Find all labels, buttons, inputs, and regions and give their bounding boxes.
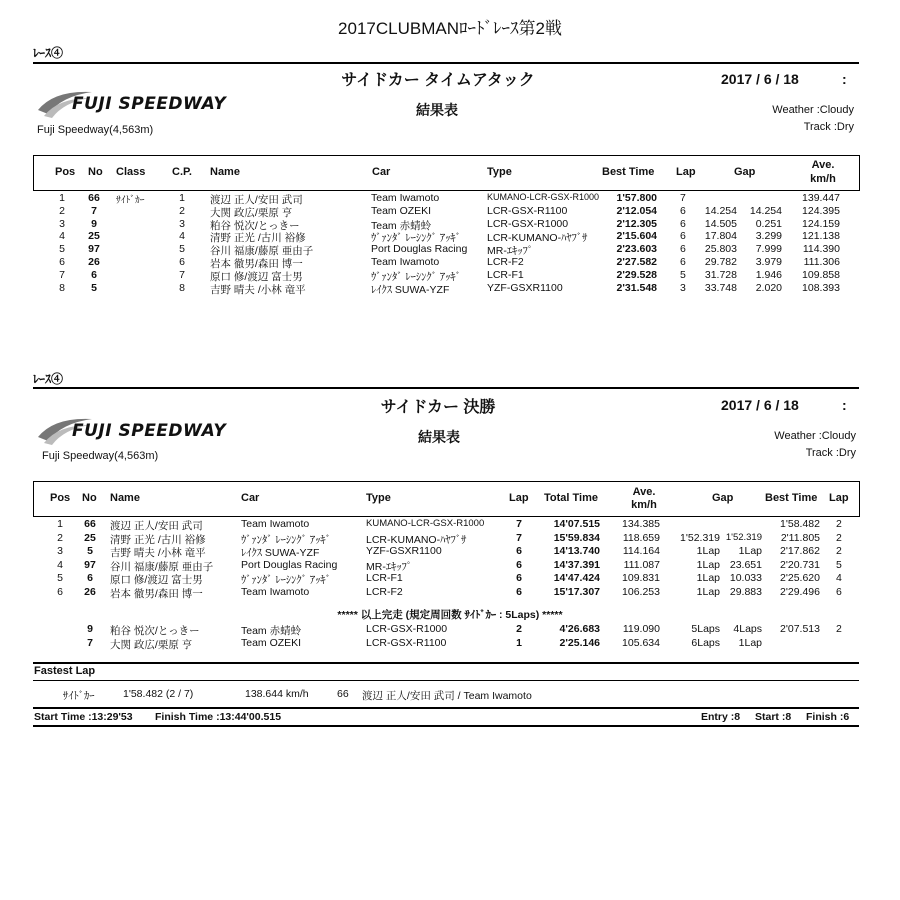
gap-leader-cell: 1'52.319 — [680, 531, 720, 544]
gap-prev-cell: 2.020 — [755, 281, 782, 294]
total-time-cell: 15'59.834 — [553, 531, 600, 544]
avg-speed-cell: 106.253 — [622, 586, 660, 598]
class-pos-cell: 2 — [179, 204, 185, 217]
fastest-lap-class: ｻｲﾄﾞｶｰ — [63, 690, 95, 702]
result-label: 結果表 — [416, 102, 458, 118]
col-car: Car — [372, 166, 391, 178]
col-lap: Lap — [676, 166, 696, 178]
total-time-cell: 4'26.683 — [559, 623, 600, 635]
gap-leader-cell: 1Lap — [696, 558, 720, 571]
car-number-cell: 6 — [87, 572, 93, 585]
divider — [33, 707, 859, 709]
best-time-cell: 2'31.548 — [616, 281, 657, 294]
col-class: Class — [116, 166, 146, 178]
divider — [33, 662, 859, 664]
team-cell: Team 赤蜻蛉 — [241, 625, 302, 637]
results-header — [33, 481, 860, 517]
col-no: No — [88, 166, 103, 178]
class-pos-cell: 1 — [179, 192, 185, 204]
gap-leader-cell: 14.254 — [704, 204, 737, 217]
gap-leader-cell: 29.782 — [704, 256, 737, 268]
class-pos-cell: 5 — [179, 243, 185, 256]
machine-type-cell: MR-ｴｷｯﾌﾟ — [487, 245, 534, 258]
car-number-cell: 66 — [84, 518, 96, 530]
pos-cell: 1 — [57, 518, 63, 530]
gap-prev-cell: 23.651 — [729, 558, 762, 571]
divider — [33, 680, 859, 681]
machine-type-cell: MR-ｴｷｯﾌﾟ — [366, 560, 413, 573]
driver-name-cell: 谷川 福康/藤原 亜由子 — [210, 245, 314, 258]
lap-cell: 6 — [680, 217, 686, 230]
driver-name-cell: 原口 修/渡辺 富士男 — [210, 270, 303, 283]
pos-cell: 5 — [57, 572, 63, 585]
pos-cell: 6 — [59, 256, 65, 268]
total-time-cell: 15'17.307 — [553, 586, 600, 598]
best-lap-cell: 2 — [836, 531, 842, 544]
pos-cell: 2 — [59, 204, 65, 217]
fastest-lap-no: 66 — [337, 688, 349, 700]
machine-type-cell: YZF-GSXR1100 — [487, 281, 563, 294]
car-number-cell: 66 — [88, 192, 100, 204]
gap-prev-cell: 3.299 — [755, 230, 782, 243]
driver-name-cell: 岩本 徹男/森田 博一 — [110, 588, 203, 600]
weather: Weather :Cloudy — [772, 104, 854, 116]
driver-name-cell: 吉野 晴夫 /小林 竜平 — [210, 283, 306, 296]
pos-cell: 6 — [57, 586, 63, 598]
pos-cell: 2 — [57, 531, 63, 544]
best-lap-cell: 4 — [836, 572, 842, 585]
best-time-cell: 2'12.305 — [616, 217, 657, 230]
col-best-lap: Lap — [829, 492, 849, 504]
best-time-cell: 2'20.731 — [780, 558, 820, 571]
driver-name-cell: 大関 政広/栗原 亨 — [110, 638, 193, 651]
col-ave-unit: km/h — [810, 173, 836, 185]
avg-speed-cell: 114.390 — [802, 243, 840, 256]
col-lap: Lap — [509, 492, 529, 504]
best-lap-cell: 2 — [836, 545, 842, 558]
class-pos-cell: 7 — [179, 268, 185, 281]
car-number-cell: 26 — [88, 256, 100, 268]
gap-leader-cell: 31.728 — [704, 268, 737, 281]
col-best-time: Best Time — [602, 166, 655, 178]
gap-prev-cell: 0.251 — [755, 217, 782, 230]
team-cell: ﾚｲｸｽ SUWA-YZF — [241, 547, 320, 560]
machine-type-cell: KUMANO-LCR-GSX-R1000 — [366, 518, 485, 529]
best-time-cell: 2'11.805 — [780, 531, 820, 544]
fastest-lap-speed: 138.644 km/h — [245, 688, 309, 700]
fuji-speedway-logo — [34, 415, 249, 451]
machine-type-cell: LCR-GSX-R1000 — [366, 623, 448, 635]
lap-cell: 2 — [516, 623, 522, 635]
best-time-cell: 2'07.513 — [780, 623, 820, 635]
fastest-lap-label: Fastest Lap — [34, 665, 96, 677]
lap-cell: 6 — [516, 545, 522, 558]
lap-cell: 6 — [680, 243, 686, 256]
date-colon: : — [842, 71, 847, 87]
lap-cell: 5 — [680, 268, 686, 281]
lap-cell: 6 — [516, 586, 522, 598]
pos-cell: 4 — [57, 558, 63, 571]
gap-prev-cell: 1'52.319 — [725, 531, 762, 543]
result-label: 結果表 — [418, 429, 460, 445]
best-time-cell: 2'27.582 — [616, 256, 657, 268]
driver-name-cell: 岩本 徹男/森田 博一 — [210, 258, 303, 270]
finishers-separator: ***** 以上完走 (規定周回数 ｻｲﾄﾞｶｰ : 5Laps) ***** — [337, 609, 563, 621]
pos-cell: 3 — [59, 217, 65, 230]
pos-cell: 8 — [59, 281, 65, 294]
machine-type-cell: LCR-GSX-R1000 — [487, 217, 569, 230]
class-pos-cell: 4 — [179, 230, 185, 243]
machine-type-cell: LCR-GSX-R1100 — [487, 204, 568, 217]
session-date: 2017 / 6 / 18 — [721, 397, 799, 413]
machine-type-cell: LCR-F1 — [487, 268, 524, 281]
entry-count: Entry :8 — [701, 711, 741, 723]
avg-speed-cell: 108.393 — [802, 281, 840, 294]
total-time-cell: 14'37.391 — [553, 558, 600, 571]
gap-prev-cell: 29.883 — [729, 586, 762, 598]
car-number-cell: 97 — [88, 243, 100, 256]
lap-cell: 7 — [680, 192, 686, 204]
gap-leader-cell: 33.748 — [704, 281, 737, 294]
best-time-cell: 2'29.496 — [780, 586, 820, 598]
avg-speed-cell: 109.858 — [802, 268, 840, 281]
best-time-cell: 2'17.862 — [780, 545, 820, 558]
gap-prev-cell: 1.946 — [755, 268, 782, 281]
machine-type-cell: LCR-KUMANO-ﾊﾔﾌﾞｻ — [487, 232, 588, 245]
avg-speed-cell: 109.831 — [622, 572, 660, 585]
total-time-cell: 14'13.740 — [553, 545, 600, 558]
col-best-time: Best Time — [765, 492, 818, 504]
best-time-cell: 1'58.482 — [780, 518, 820, 530]
date-colon: : — [842, 397, 847, 413]
driver-name-cell: 谷川 福康/藤原 亜由子 — [110, 560, 214, 573]
machine-type-cell: LCR-F1 — [366, 572, 403, 585]
logo-text: FUJI SPEEDWAY — [72, 94, 227, 114]
gap-leader-cell: 1Lap — [696, 586, 720, 598]
col-no: No — [82, 492, 97, 504]
col-name: Name — [210, 166, 240, 178]
machine-type-cell: LCR-F2 — [487, 256, 524, 268]
col-ave: Ave. — [811, 159, 835, 171]
race-label: ﾚｰｽ④ — [33, 372, 64, 386]
track-condition: Track :Dry — [805, 447, 856, 459]
lap-cell: 7 — [516, 531, 522, 544]
team-cell: Team 赤蜻蛉 — [371, 219, 432, 232]
lap-cell: 6 — [680, 230, 686, 243]
finish-count: Finish :6 — [806, 711, 850, 723]
fastest-lap-time: 1'58.482 (2 / 7) — [123, 688, 194, 700]
logo-text: FUJI SPEEDWAY — [72, 421, 227, 441]
circuit-name: Fuji Speedway(4,563m) — [37, 124, 154, 136]
weather: Weather :Cloudy — [774, 430, 856, 442]
car-number-cell: 6 — [91, 268, 97, 281]
avg-speed-cell: 139.447 — [802, 192, 840, 204]
gap-leader-cell: 14.505 — [704, 217, 737, 230]
start-count: Start :8 — [755, 711, 792, 723]
col-car: Car — [241, 492, 260, 504]
pos-cell: 5 — [59, 243, 65, 256]
fastest-lap-driver: 渡辺 正人/安田 武司 / Team Iwamoto — [362, 690, 532, 702]
col-total-time: Total Time — [544, 492, 598, 504]
machine-type-cell: LCR-F2 — [366, 586, 403, 598]
avg-speed-cell: 111.087 — [623, 558, 660, 571]
gap-leader-cell: 1Lap — [696, 545, 720, 558]
col-ave: Ave. — [632, 486, 656, 498]
avg-speed-cell: 124.159 — [802, 217, 840, 230]
gap-prev-cell: 1Lap — [738, 545, 762, 558]
best-lap-cell: 6 — [836, 586, 842, 598]
lap-cell: 6 — [680, 256, 686, 268]
col-type: Type — [487, 166, 512, 178]
lap-cell: 6 — [516, 572, 522, 585]
gap-prev-cell: 10.033 — [729, 572, 762, 585]
lap-cell: 6 — [516, 558, 522, 571]
driver-name-cell: 清野 正光 /古川 裕修 — [110, 533, 206, 546]
col-pos: Pos — [50, 492, 71, 504]
driver-name-cell: 原口 修/渡辺 富士男 — [110, 574, 203, 587]
pos-cell: 1 — [59, 192, 65, 204]
best-time-cell: 2'15.604 — [616, 230, 657, 243]
avg-speed-cell: 134.385 — [622, 518, 660, 530]
track-condition: Track :Dry — [803, 121, 854, 133]
avg-speed-cell: 124.395 — [802, 204, 840, 217]
car-number-cell: 25 — [88, 230, 100, 243]
driver-name-cell: 粕谷 悦次/とっきー — [110, 625, 200, 637]
lap-cell: 3 — [680, 281, 686, 294]
gap-prev-cell: 4Laps — [733, 623, 762, 635]
driver-name-cell: 渡辺 正人/安田 武司 — [210, 194, 303, 206]
car-number-cell: 97 — [84, 558, 96, 571]
total-time-cell: 2'25.146 — [559, 636, 600, 649]
gap-prev-cell: 3.979 — [755, 256, 782, 268]
driver-name-cell: 吉野 晴夫 /小林 竜平 — [110, 547, 206, 560]
avg-speed-cell: 111.306 — [803, 256, 840, 268]
start-time: Start Time :13:29'53 — [34, 711, 133, 723]
gap-leader-cell: 5Laps — [691, 623, 720, 635]
session-date: 2017 / 6 / 18 — [721, 71, 799, 87]
car-number-cell: 25 — [84, 531, 96, 544]
team-cell: Team Iwamoto — [371, 192, 440, 204]
team-cell: Team Iwamoto — [241, 586, 310, 598]
best-time-cell: 1'57.800 — [616, 192, 657, 204]
session-title: サイドカー 決勝 — [380, 399, 496, 416]
gap-leader-cell: 17.804 — [704, 230, 737, 243]
divider — [33, 62, 859, 64]
session-title: サイドカー タイムアタック — [341, 72, 535, 89]
car-number-cell: 5 — [87, 545, 93, 558]
machine-type-cell: LCR-GSX-R1100 — [366, 636, 447, 649]
finish-time: Finish Time :13:44'00.515 — [155, 711, 282, 723]
team-cell: ｳﾞｧﾝﾀﾞ ﾚｰｼﾝｸﾞ ｱｯｷﾞ — [371, 232, 461, 245]
race-label: ﾚｰｽ④ — [33, 46, 64, 60]
best-time-cell: 2'29.528 — [616, 268, 657, 281]
driver-name-cell: 清野 正光 /古川 裕修 — [210, 232, 306, 245]
gap-leader-cell: 1Lap — [696, 572, 720, 585]
car-number-cell: 7 — [91, 204, 97, 217]
driver-name-cell: 大関 政広/栗原 亨 — [210, 206, 293, 219]
best-lap-cell: 2 — [836, 518, 842, 530]
class-cell: ｻｲﾄﾞｶｰ — [116, 195, 145, 206]
gap-prev-cell: 14.254 — [749, 204, 782, 217]
lap-cell: 1 — [516, 636, 522, 649]
car-number-cell: 9 — [91, 217, 97, 230]
gap-leader-cell: 6Laps — [691, 636, 720, 649]
best-lap-cell: 5 — [836, 558, 842, 571]
avg-speed-cell: 105.634 — [622, 636, 660, 649]
avg-speed-cell: 114.164 — [622, 545, 660, 558]
col-ave-unit: km/h — [631, 499, 657, 511]
circuit-name: Fuji Speedway(4,563m) — [42, 450, 159, 462]
pos-cell: 4 — [59, 230, 65, 243]
driver-name-cell: 渡辺 正人/安田 武司 — [110, 520, 203, 532]
total-time-cell: 14'47.424 — [553, 572, 600, 585]
team-cell: Port Douglas Racing — [241, 558, 338, 571]
gap-leader-cell: 25.803 — [704, 243, 737, 256]
gap-prev-cell: 7.999 — [755, 243, 782, 256]
col-pos: Pos — [55, 166, 76, 178]
best-time-cell: 2'12.054 — [616, 204, 657, 217]
col-gap: Gap — [712, 492, 734, 504]
pos-cell: 3 — [57, 545, 63, 558]
col-name: Name — [110, 492, 140, 504]
driver-name-cell: 粕谷 悦次/とっきー — [210, 219, 300, 232]
col-cp: C.P. — [172, 166, 192, 178]
team-cell: ｳﾞｧﾝﾀﾞ ﾚｰｼﾝｸﾞ ｱｯｷﾞ — [241, 574, 331, 587]
class-pos-cell: 3 — [179, 217, 185, 230]
page-title: 2017CLUBMANﾛｰﾄﾞﾚｰｽ第2戦 — [338, 19, 562, 38]
team-cell: Team Iwamoto — [371, 256, 440, 268]
fuji-speedway-logo — [34, 88, 249, 124]
avg-speed-cell: 119.090 — [622, 623, 660, 635]
best-time-cell: 2'25.620 — [780, 572, 820, 585]
total-time-cell: 14'07.515 — [553, 518, 600, 530]
col-type: Type — [366, 492, 391, 504]
avg-speed-cell: 118.659 — [622, 531, 660, 544]
car-number-cell: 5 — [91, 281, 97, 294]
divider — [33, 725, 859, 727]
pos-cell: 7 — [59, 268, 65, 281]
divider — [33, 387, 859, 389]
best-time-cell: 2'23.603 — [616, 243, 657, 256]
best-lap-cell: 2 — [836, 623, 842, 635]
team-cell: ｳﾞｧﾝﾀﾞ ﾚｰｼﾝｸﾞ ｱｯｷﾞ — [241, 533, 331, 546]
team-cell: Team OZEKI — [241, 636, 302, 649]
team-cell: ﾚｲｸｽ SUWA-YZF — [371, 283, 450, 296]
team-cell: Port Douglas Racing — [371, 243, 468, 256]
gap-prev-cell: 1Lap — [738, 636, 762, 649]
machine-type-cell: LCR-KUMANO-ﾊﾔﾌﾞｻ — [366, 533, 467, 546]
avg-speed-cell: 121.138 — [802, 230, 840, 243]
class-pos-cell: 8 — [179, 281, 185, 294]
class-pos-cell: 6 — [179, 256, 185, 268]
team-cell: Team OZEKI — [371, 204, 432, 217]
lap-cell: 7 — [516, 518, 522, 530]
car-number-cell: 26 — [84, 586, 96, 598]
machine-type-cell: KUMANO-LCR-GSX-R1000 — [487, 192, 600, 202]
team-cell: ｳﾞｧﾝﾀﾞ ﾚｰｼﾝｸﾞ ｱｯｷﾞ — [371, 270, 461, 283]
team-cell: Team Iwamoto — [241, 518, 310, 530]
machine-type-cell: YZF-GSXR1100 — [366, 545, 442, 558]
col-gap: Gap — [734, 166, 756, 178]
car-number-cell: 9 — [87, 623, 93, 635]
lap-cell: 6 — [680, 204, 686, 217]
car-number-cell: 7 — [87, 636, 93, 649]
